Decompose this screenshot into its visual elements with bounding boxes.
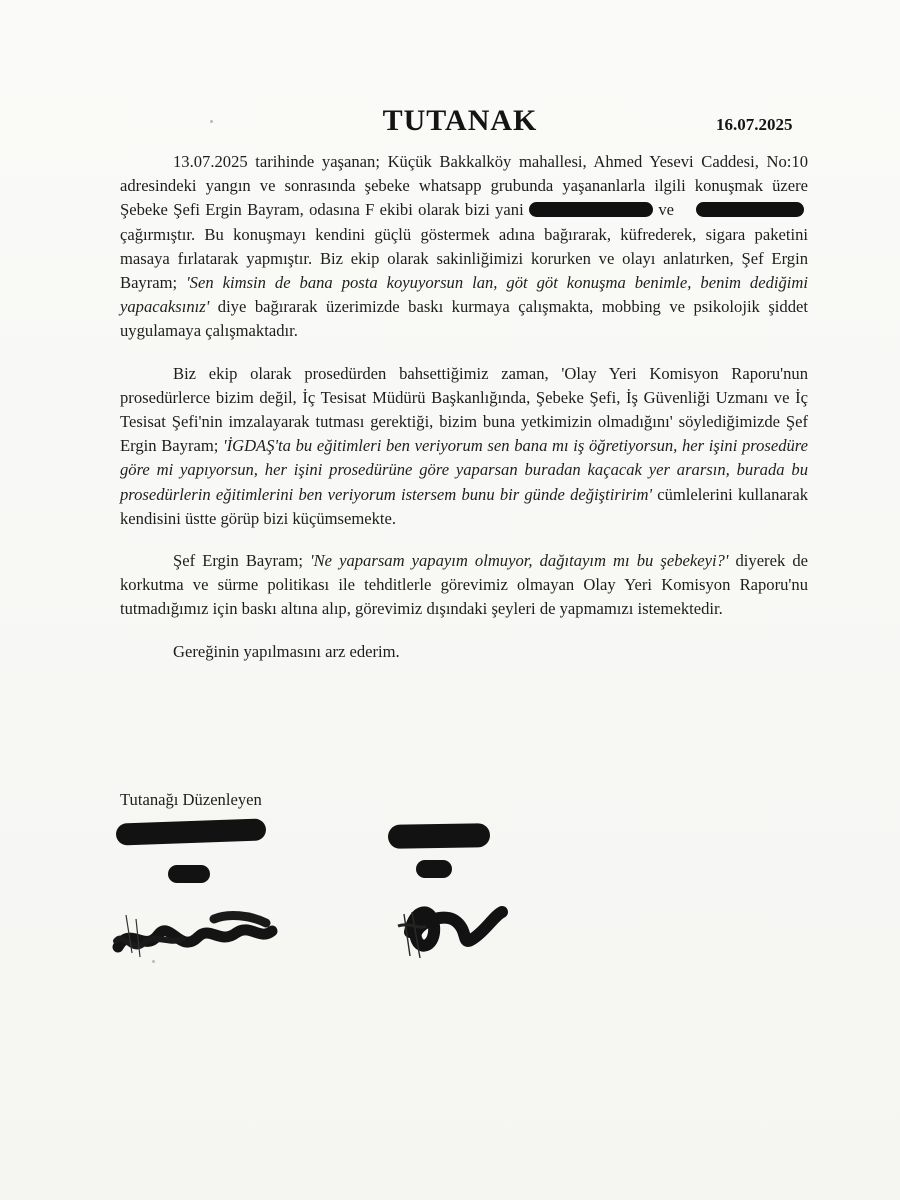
document-body — [120, 150, 808, 682]
redacted-id — [416, 860, 452, 878]
paragraph-2 — [120, 362, 808, 531]
document-header — [0, 104, 900, 144]
paragraph-3-text-b: diyerek de korkutma ve sürme politikası ile tehditlerle görevimiz olmayan Olay Yeri Komisyon Raporu'nu tutmadığımız için baskı altına alıp, görevimiz dışındaki şeyleri de yapmamızı istemektedir. — [120, 551, 808, 619]
paragraph-1-text-b: ve — [658, 200, 674, 220]
paragraph-2-text-b: cümlelerini kullanarak kendisini üstte görüp bizi küçümsemekte. — [120, 484, 808, 528]
paper-speck — [152, 960, 155, 963]
document-title: TUTANAK — [382, 104, 538, 137]
redaction-mark — [529, 202, 653, 217]
paragraph-1-text-d: diye bağırarak üzerimizde baskı kurmaya çalışmakta, mobbing ve psikolojik şiddet uygulamaya çalışmaktadır. — [120, 297, 808, 341]
redacted-signature — [390, 886, 530, 966]
paragraph-3 — [120, 549, 808, 622]
redacted-signature — [110, 895, 290, 965]
paragraph-3-quote: 'Ne yaparsam yapayım olmuyor, dağıtayım mı bu şebekeyi?' — [310, 551, 729, 571]
paragraph-3-text-a: Şef Ergin Bayram; — [173, 551, 303, 571]
signature-block-right — [380, 818, 520, 968]
paragraph-1-text-c: çağırmıştır. Bu konuşmayı kendini güçlü göstermek adına bağırarak, küfrederek, sigara paketini masaya fırlatarak yapmıştır. Biz ekip olarak sakinliğimizi korurken ve olayı anlatırken, Şef Ergin Bayram; — [120, 224, 808, 293]
paragraph-2-text-a: Biz ekip olarak prosedürden bahsettiğimiz zaman, 'Olay Yeri Komisyon Raporu'nun prosedürlerce bizim değil, İç Tesisat Müdürü Başkanlığında, Şebeke Şefi, İş Güvenliği Uzmanı ve İç Tesisat Şefi'nin imzalayarak tutması gerektiği, bizim buna yetkimizin olmadığını' söylediğimizde Şef Ergin Bayram; — [120, 363, 808, 456]
paragraph-1 — [120, 150, 808, 344]
paragraph-4-text: Gereğinin yapılmasını arz ederim. — [173, 641, 400, 661]
redaction-mark — [696, 202, 804, 217]
paragraph-4 — [120, 640, 808, 664]
paper-speck — [210, 120, 213, 123]
redacted-name — [116, 818, 267, 845]
paragraph-2-quote: 'İGDAŞ'ta bu eğitimleri ben veriyorum sen bana mı iş öğretiyorsun, her işini prosedüre göre mi yapıyorsun, her işini prosedürüne göre yaparsan buradan kaçacak yer ararsın, burada bu prosedürlerin eğitimlerini ben veriyorum istersem bunu bir günde değiştiririm' — [120, 436, 809, 504]
signature-label: Tutanağı Düzenleyen — [120, 790, 262, 809]
signature-block-left — [110, 815, 290, 965]
paragraph-1-text-a: 13.07.2025 tarihinde yaşanan; Küçük Bakkalköy mahallesi, Ahmed Yesevi Caddesi, No:10 adresindeki yangın ve sonrasında şebeke whatsapp grubunda yaşananlarla ilgili konuşmak üzere Şebeke Şefi Ergin Bayram, odasına F ekibi olarak bizi yani — [120, 152, 808, 220]
document-date: 16.07.2025 — [716, 115, 793, 134]
redacted-id — [168, 865, 210, 883]
paragraph-1-quote: 'Sen kimsin de bana posta koyuyorsun lan, göt göt konuşma benimle, benim dediğimi yapacaksınız' — [120, 273, 809, 317]
redacted-name — [388, 823, 490, 849]
